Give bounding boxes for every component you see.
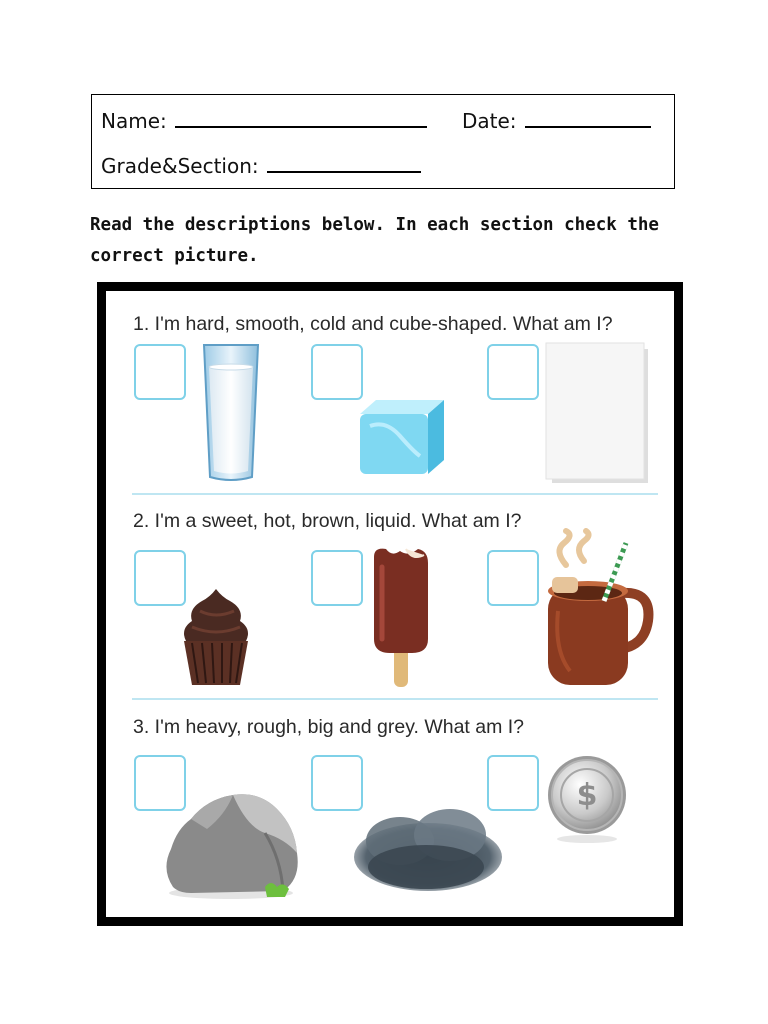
chocolate-cupcake-icon: [178, 587, 254, 689]
checkbox-q1-option-1[interactable]: [134, 344, 186, 400]
name-blank[interactable]: [175, 108, 427, 128]
checkbox-q1-option-3[interactable]: [487, 344, 539, 400]
ice-cube-icon: [356, 396, 448, 476]
name-label: Name:: [101, 109, 167, 133]
hot-chocolate-mug-icon: [544, 531, 654, 689]
separator-1: [132, 493, 658, 495]
grade-section-label: Grade&Section:: [101, 154, 259, 178]
worksheet-content: [106, 291, 674, 917]
grade-section-blank[interactable]: [267, 153, 421, 173]
date-blank[interactable]: [525, 108, 651, 128]
dollar-sign-icon: $: [576, 778, 598, 813]
date-line: [462, 108, 651, 133]
name-line: [101, 108, 427, 133]
grade-section-line: [101, 153, 421, 178]
checkbox-q2-option-3[interactable]: [487, 550, 539, 606]
instructions: Read the descriptions below. In each section check the correct picture.: [90, 215, 659, 266]
sheet-of-paper-icon: [546, 343, 650, 485]
ice-cream-bar-icon: [368, 543, 434, 689]
separator-2: [132, 698, 658, 700]
student-info-box: [91, 94, 675, 189]
glass-of-milk-icon: [202, 343, 260, 483]
checkbox-q2-option-2[interactable]: [311, 550, 363, 606]
date-label: Date:: [462, 109, 517, 133]
storm-cloud-icon: [352, 801, 504, 901]
question-2: 2. I'm a sweet, hot, brown, liquid. What am I?: [133, 510, 522, 532]
grey-rock-icon: [161, 789, 306, 901]
checkbox-q1-option-2[interactable]: [311, 344, 363, 400]
question-3: 3. I'm heavy, rough, big and grey. What am I?: [133, 716, 525, 738]
silver-coin-icon: [546, 751, 628, 845]
worksheet-frame: [97, 282, 683, 926]
question-1: 1. I'm hard, smooth, cold and cube-shaped. What am I?: [133, 313, 613, 335]
checkbox-q3-option-3[interactable]: [487, 755, 539, 811]
